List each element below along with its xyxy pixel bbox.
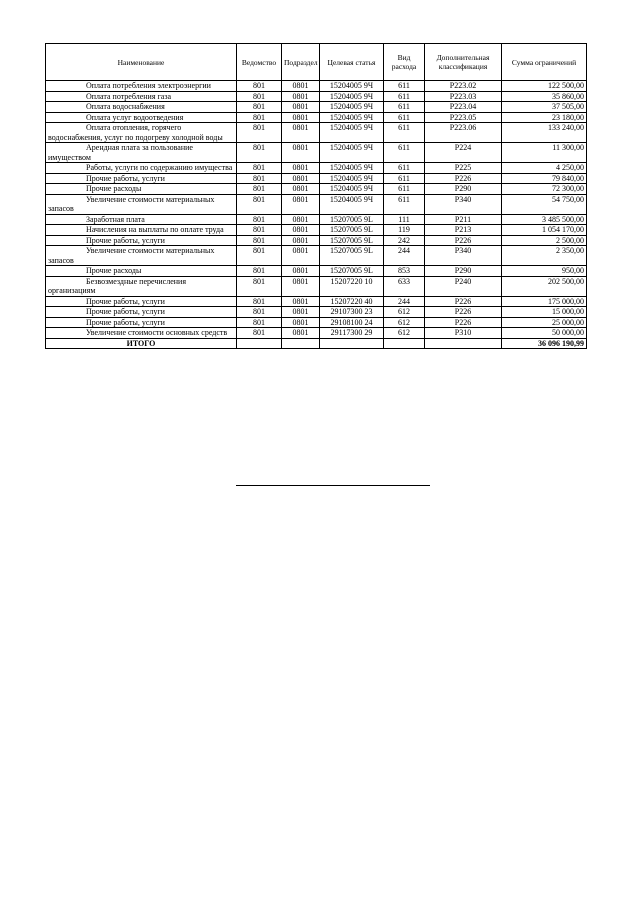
row-target-article: 15204005 9Ч: [320, 123, 384, 143]
row-amount: 2 350,00: [502, 246, 587, 266]
row-name: [46, 246, 237, 266]
row-extra-classification: Р240: [425, 276, 502, 296]
row-department: 801: [237, 143, 282, 163]
table-row: [46, 235, 587, 246]
header-subsection: Подраздел: [282, 44, 320, 81]
row-target-article: 15204005 9Ч: [320, 194, 384, 214]
total-row: [46, 338, 587, 349]
row-amount: 2 500,00: [502, 235, 587, 246]
table-row: [46, 163, 587, 174]
row-name: [46, 143, 237, 163]
row-extra-classification: Р226: [425, 235, 502, 246]
row-amount: 1 054 170,00: [502, 225, 587, 236]
row-name: [46, 163, 237, 174]
row-name: [46, 225, 237, 236]
row-expense-type: 244: [384, 296, 425, 307]
row-name: [46, 328, 237, 339]
row-name: [46, 307, 237, 318]
row-name-text: Заработная плата: [86, 214, 145, 224]
row-target-article: 15207005 9L: [320, 214, 384, 225]
row-name-text: Прочие работы, услуги: [86, 235, 165, 245]
row-name: [46, 91, 237, 102]
row-subsection: 0801: [282, 112, 320, 123]
row-expense-type: 611: [384, 91, 425, 102]
row-subsection: 0801: [282, 214, 320, 225]
row-extra-classification: Р290: [425, 184, 502, 195]
row-target-article: 15207005 9L: [320, 225, 384, 236]
total-empty-cell: [282, 338, 320, 349]
row-expense-type: 242: [384, 235, 425, 246]
row-name: [46, 235, 237, 246]
row-extra-classification: Р223.02: [425, 81, 502, 92]
header-department: Ведомство: [237, 44, 282, 81]
row-subsection: 0801: [282, 102, 320, 113]
header-expense-type: Вид расхода: [384, 44, 425, 81]
row-amount: 15 000,00: [502, 307, 587, 318]
row-department: 801: [237, 91, 282, 102]
table-row: [46, 194, 587, 214]
row-name: [46, 184, 237, 195]
row-expense-type: 611: [384, 123, 425, 143]
row-extra-classification: Р223.04: [425, 102, 502, 113]
row-expense-type: 612: [384, 307, 425, 318]
row-amount: 25 000,00: [502, 317, 587, 328]
row-department: 801: [237, 276, 282, 296]
row-extra-classification: Р226: [425, 307, 502, 318]
row-name: [46, 112, 237, 123]
row-subsection: 0801: [282, 91, 320, 102]
row-department: 801: [237, 173, 282, 184]
row-name-text: Оплата услуг водоотведения: [86, 112, 184, 122]
table-row: [46, 266, 587, 277]
row-name-text: Прочие работы, услуги: [86, 307, 165, 316]
row-extra-classification: Р340: [425, 194, 502, 214]
row-name: [46, 81, 237, 92]
row-name-text: Увеличение стоимости материальных запасов: [48, 194, 215, 213]
row-department: 801: [237, 81, 282, 92]
table-row: [46, 225, 587, 236]
table-row: [46, 102, 587, 113]
row-name-text: Прочие расходы: [86, 184, 142, 193]
row-subsection: 0801: [282, 173, 320, 184]
row-department: 801: [237, 112, 282, 123]
row-target-article: 29107300 23: [320, 307, 384, 318]
row-name-text: Оплата водоснабжения: [86, 102, 165, 111]
row-target-article: 29108100 24: [320, 317, 384, 328]
table-row: [46, 328, 587, 339]
row-subsection: 0801: [282, 276, 320, 296]
row-amount: 37 505,00: [502, 102, 587, 113]
row-target-article: 15207220 10: [320, 276, 384, 296]
row-expense-type: 611: [384, 173, 425, 184]
row-name-text: Начисления на выплаты по оплате труда: [86, 225, 224, 234]
row-amount: 950,00: [502, 266, 587, 277]
table-row: [46, 317, 587, 328]
row-department: 801: [237, 317, 282, 328]
total-label: [46, 338, 237, 349]
table-row: [46, 276, 587, 296]
row-subsection: 0801: [282, 317, 320, 328]
table-row: [46, 112, 587, 123]
row-department: 801: [237, 184, 282, 195]
row-expense-type: 244: [384, 246, 425, 266]
budget-limits-table: [45, 43, 587, 349]
closing-rule: [236, 485, 430, 486]
row-extra-classification: Р211: [425, 214, 502, 225]
row-name-text: Прочие расходы: [86, 266, 142, 275]
row-department: 801: [237, 307, 282, 318]
total-label-text: ИТОГО: [126, 338, 156, 348]
total-amount: 36 096 190,99: [502, 338, 587, 349]
table-row: [46, 246, 587, 266]
header-extra-classification: Дополнительная классификация: [425, 44, 502, 81]
row-expense-type: 612: [384, 328, 425, 339]
table-row: [46, 184, 587, 195]
row-name: [46, 102, 237, 113]
row-target-article: 15204005 9Ч: [320, 102, 384, 113]
row-name-text: Работы, услуги по содержанию имущества: [86, 163, 233, 172]
row-subsection: 0801: [282, 184, 320, 195]
row-name: [46, 173, 237, 184]
row-amount: 3 485 500,00: [502, 214, 587, 225]
row-name-text: Оплата потребления газа: [86, 91, 172, 101]
table-row: [46, 296, 587, 307]
row-target-article: 15204005 9Ч: [320, 91, 384, 102]
total-empty-cell: [320, 338, 384, 349]
row-expense-type: 611: [384, 184, 425, 195]
row-amount: 23 180,00: [502, 112, 587, 123]
row-name-text: Увеличение стоимости материальных запасов: [48, 246, 215, 265]
row-name-text: Увеличение стоимости основных средств: [86, 328, 228, 337]
table-row: [46, 173, 587, 184]
row-department: 801: [237, 296, 282, 307]
row-name: [46, 266, 237, 277]
row-extra-classification: Р290: [425, 266, 502, 277]
row-amount: 175 000,00: [502, 296, 587, 307]
row-extra-classification: Р310: [425, 328, 502, 339]
row-name: [46, 317, 237, 328]
row-name-text: Прочие работы, услуги: [86, 173, 165, 183]
row-target-article: 15207005 9L: [320, 246, 384, 266]
row-extra-classification: Р340: [425, 246, 502, 266]
table-row: [46, 81, 587, 92]
row-department: 801: [237, 328, 282, 339]
row-name-text: Арендная плата за пользование имуществом: [48, 143, 193, 162]
row-subsection: 0801: [282, 235, 320, 246]
row-extra-classification: Р226: [425, 296, 502, 307]
row-expense-type: 611: [384, 102, 425, 113]
row-expense-type: 633: [384, 276, 425, 296]
row-subsection: 0801: [282, 266, 320, 277]
row-extra-classification: Р223.05: [425, 112, 502, 123]
row-department: 801: [237, 163, 282, 174]
table-row: [46, 123, 587, 143]
row-expense-type: 119: [384, 225, 425, 236]
row-extra-classification: Р225: [425, 163, 502, 174]
row-name: [46, 296, 237, 307]
row-department: 801: [237, 225, 282, 236]
row-name-text: Прочие работы, услуги: [86, 317, 165, 327]
row-target-article: 15204005 9Ч: [320, 184, 384, 195]
row-subsection: 0801: [282, 307, 320, 318]
row-subsection: 0801: [282, 225, 320, 236]
row-name-text: Прочие работы, услуги: [86, 296, 165, 306]
row-target-article: 15204005 9Ч: [320, 163, 384, 174]
row-department: 801: [237, 102, 282, 113]
table-row: [46, 143, 587, 163]
header-name: Наименование: [46, 44, 237, 81]
row-extra-classification: Р226: [425, 317, 502, 328]
row-target-article: 15204005 9Ч: [320, 112, 384, 123]
row-department: 801: [237, 123, 282, 143]
row-subsection: 0801: [282, 328, 320, 339]
row-subsection: 0801: [282, 163, 320, 174]
row-amount: 54 750,00: [502, 194, 587, 214]
table-body: [46, 81, 587, 339]
row-target-article: 15207005 9L: [320, 266, 384, 277]
row-subsection: 0801: [282, 81, 320, 92]
header-target-article: Целевая статья: [320, 44, 384, 81]
row-name-text: Безвозмездные перечисления организациям: [48, 276, 186, 295]
row-subsection: 0801: [282, 123, 320, 143]
row-amount: 11 300,00: [502, 143, 587, 163]
total-empty-cell: [425, 338, 502, 349]
row-expense-type: 611: [384, 194, 425, 214]
row-amount: 4 250,00: [502, 163, 587, 174]
row-expense-type: 853: [384, 266, 425, 277]
row-amount: 35 860,00: [502, 91, 587, 102]
row-expense-type: 611: [384, 143, 425, 163]
row-amount: 72 300,00: [502, 184, 587, 195]
row-name: [46, 214, 237, 225]
row-amount: 50 000,00: [502, 328, 587, 339]
row-amount: 122 500,00: [502, 81, 587, 92]
row-extra-classification: Р224: [425, 143, 502, 163]
header-amount: Сумма ограничений: [502, 44, 587, 81]
row-extra-classification: Р213: [425, 225, 502, 236]
row-department: 801: [237, 266, 282, 277]
row-subsection: 0801: [282, 194, 320, 214]
row-target-article: 29117300 29: [320, 328, 384, 339]
row-extra-classification: Р223.06: [425, 123, 502, 143]
row-department: 801: [237, 235, 282, 246]
row-name: [46, 194, 237, 214]
row-department: 801: [237, 194, 282, 214]
row-target-article: 15207005 9L: [320, 235, 384, 246]
row-expense-type: 111: [384, 214, 425, 225]
total-empty-cell: [237, 338, 282, 349]
table-row: [46, 214, 587, 225]
row-name-text: Оплата отопления, горячего водоснабжения, услуг по подогреву холодной воды: [48, 123, 223, 142]
row-name: [46, 123, 237, 143]
row-amount: 79 840,00: [502, 173, 587, 184]
row-target-article: 15204005 9Ч: [320, 143, 384, 163]
row-target-article: 15204005 9Ч: [320, 173, 384, 184]
row-department: 801: [237, 214, 282, 225]
row-expense-type: 611: [384, 112, 425, 123]
table-row: [46, 307, 587, 318]
row-amount: 133 240,00: [502, 123, 587, 143]
table-row: [46, 91, 587, 102]
row-subsection: 0801: [282, 143, 320, 163]
row-target-article: 15207220 40: [320, 296, 384, 307]
row-name: [46, 276, 237, 296]
row-expense-type: 612: [384, 317, 425, 328]
row-subsection: 0801: [282, 246, 320, 266]
row-extra-classification: Р226: [425, 173, 502, 184]
total-empty-cell: [384, 338, 425, 349]
row-name-text: Оплата потребления электроэнергии: [86, 81, 211, 90]
row-target-article: 15204005 9Ч: [320, 81, 384, 92]
row-expense-type: 611: [384, 163, 425, 174]
row-department: 801: [237, 246, 282, 266]
row-extra-classification: Р223.03: [425, 91, 502, 102]
row-expense-type: 611: [384, 81, 425, 92]
row-amount: 202 500,00: [502, 276, 587, 296]
table-header-row: [46, 44, 587, 81]
row-subsection: 0801: [282, 296, 320, 307]
